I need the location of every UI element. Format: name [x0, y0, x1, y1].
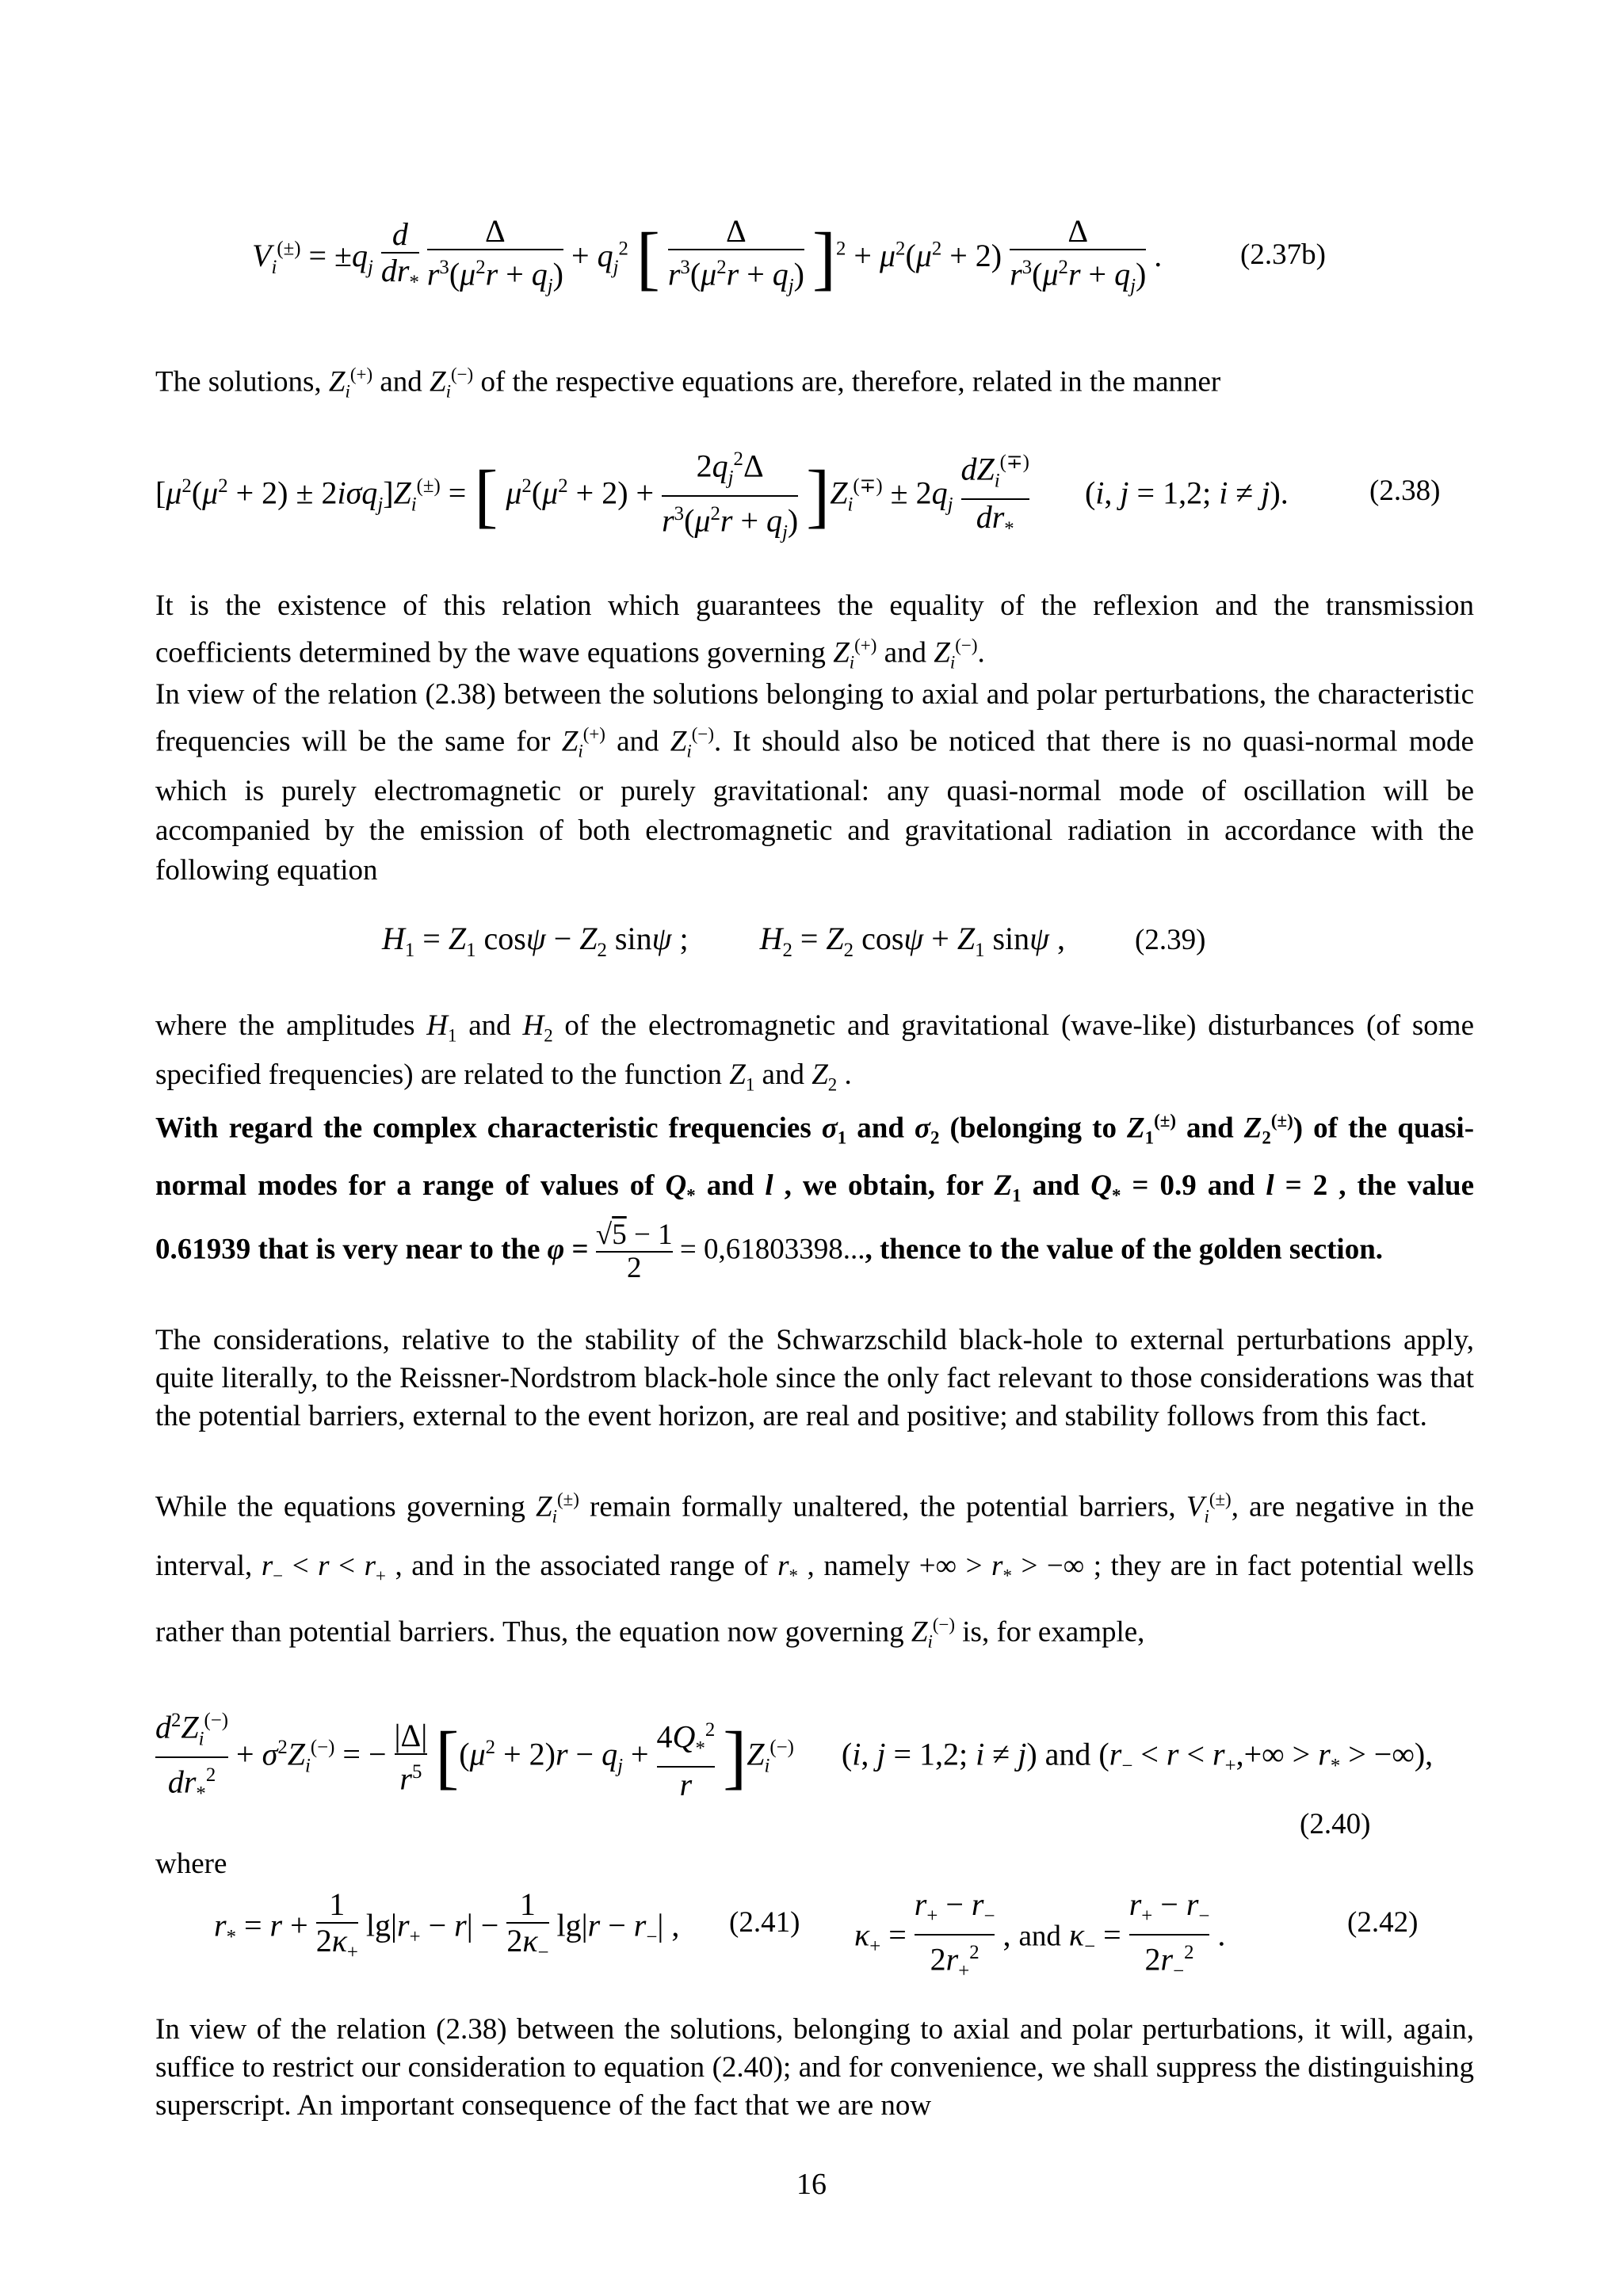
paragraph-golden-section: With regard the complex characteristic frequencies $\sigma_1$ and $\sigma_2$ (belonging to $Z_1^{(\pm)}$ and $Z_2^{(\pm)}$) of the quasi-normal modes for a range of values of $Q_*$ and l , we obtain, for $Z_1$ and $Q_* = 0.9$ and l = 2 , the value 0.61939 that is very near to the φ = $\frac{√5 - 1}{2}$ = 0,61803398..., thence to the value of the golden section. — [155, 1111, 1475, 1285]
paragraph-conclusion: In view of the relation (2.38) between the solutions, belonging to axial and polar perturbations, it will, again, suffice to restrict our consideration to equation (2.40); and for convenience, we shall suppress the distinguishing superscript. An important consequence of the fact that we are now — [155, 2013, 1474, 2122]
equation-2-42: $\kappa_+$ = $\frac{r_+ - r_-}{2r_+^2}$ , and $\kappa_-$ = $\frac{r_+ - r_-}{2r_-^2}$ . — [854, 1886, 1226, 1982]
equation-label-2-41: (2.41) — [729, 1906, 800, 1939]
equation-label-2-37b: (2.37b) — [1240, 238, 1326, 271]
equation-label-2-42: (2.42) — [1347, 1906, 1419, 1939]
paragraph-stability: The considerations, relative to the stability of the Schwarzschild black-hole to external perturbations apply, quite literally, to the Reissner-Nordstrom black-hole since the only fact relevant to those considerations was that the potential barriers, external to the event horizon, are real and positive; and stability follows from this fact. — [155, 1324, 1474, 1432]
equation-2-39: $H_1 = Z_1$ $\cos\psi - Z_2$ sinψ ; $H_2 = Z_2$ $\cos\psi + Z_1$ sinψ , — [382, 921, 1065, 961]
equation-label-2-39: (2.39) — [1135, 924, 1206, 956]
paragraph-characteristic-frequencies: In view of the relation (2.38) between the solutions belonging to axial and polar perturbations, the characteristic frequencies will be the same for $Z_i^{(+)}$ and $Z_i^{(-)}$. It should also be noticed that there is no quasi-normal mode which is purely electromagnetic or purely gravitational: any quasi-normal mode of oscillation will be accompanied by the emission of both electromagnetic and gravitational radiation in accordance with the following equation — [155, 678, 1474, 887]
paragraph-potential-wells: While the equations governing $Z_i^{(\pm)}$ remain formally unaltered, the potential barriers, $V_i^{(\pm)}$, are negative in the interval, $r_- < r < r_+$ , and in the associated range of $r_*$ , namely +∞ > $r_*$ > −∞ ; they are in fact potential wells rather than potential barriers. Thus, the equation now governing $Z_i^{(-)}$ is, for example, — [155, 1489, 1475, 1652]
equation-label-2-38: (2.38) — [1369, 475, 1441, 507]
equation-2-38: $[\mu^2(\mu^2 + 2) \pm 2i\sigma q_j]Z_i^{(\pm)}$ = [ $\mu^2(\mu^2 + 2)$ + $\frac{2q_j^2\Delta}{r^3(\mu^2r + q_j)}$ ]$Z_i^{(\mp)} \pm 2q_j$ $dZ_i^{(\mp)}$ $dr_*$ (i, j = 1,2; i ≠ j). — [155, 442, 1289, 551]
word-where: where — [155, 1848, 227, 1880]
equation-2-37b: $V_i^{(\pm)} = \pm q_j$ $\frac{d}{dr_*}$ $\frac{\Delta}{r^3(\mu^2r + q_j)}$ + $q_j^2$ [ $\frac{\Delta}{r^3(\mu^2r + q_j)}$ ]$^2 + \mu^2(\mu^2 + 2)$ $\frac{\Delta}{r^3(\mu^2r + q_j)}$ . — [252, 213, 1163, 298]
paragraph-solutions: The solutions, $Z_i^{(+)}$ and $Z_i^{(-)}$ of the respective equations are, therefore, related in the manner — [155, 364, 1221, 402]
paragraph-existence: It is the existence of this relation which guarantees the equality of the reflexion and the transmission coefficients determined by the wave equations governing $Z_i^{(+)}$ and $Z_i^{(-)}$. — [155, 589, 1474, 673]
page-number: 16 — [796, 2168, 827, 2201]
equation-2-40: $\frac{d^2Z_i^{(-)}}{dr_*^2}$ + $\sigma^2Z_i^{(-)}$ = − $\frac{|\Delta|}{r^5}$ [$(\mu^2 + 2)r - q_j$ + $\frac{4Q_*^2}{r}$ ]$Z_i^{(-)}$ (i, j = 1,2; i ≠ j) and ($r_- < r < r_+,+\infty > r_*$ > −∞), — [155, 1703, 1433, 1812]
equation-label-2-40: (2.40) — [1300, 1808, 1371, 1840]
paragraph-amplitudes: where the amplitudes $H_1$ and $H_2$ of the electromagnetic and gravitational (wave-like) disturbances (of some specified frequencies) are related to the function $Z_1$ and $Z_2$ . — [155, 1009, 1474, 1095]
equation-2-41: $r_* = r$ + $\frac{1}{2\kappa_+}$ $\lg|r_+ - r|$ − $\frac{1}{2\kappa_-}$ $\lg|r - r_-|$ , — [214, 1886, 680, 1963]
